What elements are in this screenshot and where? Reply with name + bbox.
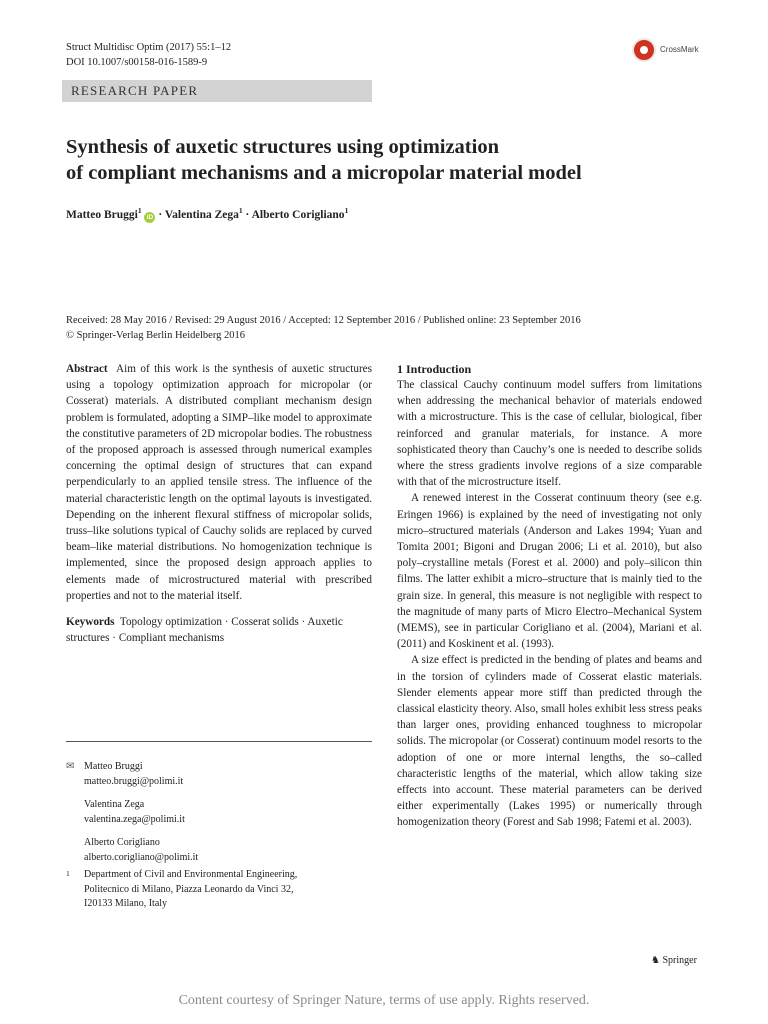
paper-type-label: RESEARCH PAPER <box>71 83 199 98</box>
abstract-text: Aim of this work is the synthesis of auxetic structures using a topology optimization approach for micropolar (or Cosserat) materials. A distributed compliant mechanism design problem is formulated, adopting a SIMP–like model to approximate the constitutive parameters of 2D micropolar bodies. The robustness of the proposed approach is assessed through numerical examples concerning the optimal design of structures that can expand perpendicularly to an applied tensile stress. The influence of the material characteristic length on the optimal layouts is investigated. Depending on the inherent flexural stiffness of micropolar solids, truss–like solutions typical of Cauchy solids are replaced by curved beam–like material distributions. No homogenization technique is implemented, since the proposed design approach applies to elements made of microstructured material with prescribed properties and not to the material itself. <box>66 363 372 602</box>
crossmark-badge[interactable] <box>632 38 706 66</box>
left-column <box>66 361 372 646</box>
affiliation-line: Department of Civil and Environmental Engineering, <box>84 869 298 880</box>
journal-citation: Struct Multidisc Optim (2017) 55:1–12 <box>66 42 232 53</box>
footnote-divider <box>66 741 372 742</box>
journal-header <box>66 40 231 70</box>
contact-name: Alberto Corigliano <box>84 837 160 848</box>
author-name[interactable]: Alberto Corigliano <box>251 208 345 221</box>
contact-email[interactable]: alberto.corigliano@polimi.it <box>84 851 199 863</box>
doi[interactable]: DOI 10.1007/s00158-016-1589-9 <box>66 57 208 68</box>
abstract <box>66 361 372 604</box>
orcid-icon[interactable]: iD <box>144 212 155 223</box>
section-heading: 1 Introduction <box>397 362 472 376</box>
author-affil-sup: 1 <box>238 206 243 215</box>
intro-paragraph-1: The classical Cauchy continuum model suffers from limitations when addressing the mechanical behavior of materials endowed with a microstructure. This is the case of cellular, biological, fiber reinforced and granular materials, for instance. A more sophisticated theory than Cauchy’s one is needed to describe solids where the stress gradients involve regions of a size comparable with that of the microstructure itself. <box>397 379 702 489</box>
right-column <box>397 361 702 831</box>
intro-paragraph-3: A size effect is predicted in the bending of plates and beams and in the torsion of cylinders made of Cosserat elastic materials. Slender elements appear more stiff than predicted through the classical elasticity theory. Also, small holes exhibit less stress peaks than larger ones, providing enhanced toughness to micropolar solids. The micropolar (or Cosserat) continuum model resorts to the adoption of one or more internal lengths, the so–called characteristic lengths of the material, which allow taking size effects into account. These material parameters can be derived either experimentally (Lakes 1995) or numerically through homogenization theory (Forest and Sab 1998; Fatemi et al. 2003). <box>397 654 702 829</box>
contact-email[interactable]: matteo.bruggi@polimi.it <box>84 775 184 787</box>
affiliation-block <box>84 868 297 912</box>
footer-notice: Content courtesy of Springer Nature, terms of use apply. Rights reserved. <box>178 993 590 1008</box>
copyright-line: © Springer-Verlag Berlin Heidelberg 2016 <box>66 330 246 341</box>
keywords-label: Keywords <box>66 616 115 629</box>
contact-name: Valentina Zega <box>84 799 145 810</box>
title-line-2: of compliant mechanisms and a micropolar material model <box>66 162 582 184</box>
springer-logo <box>651 955 697 966</box>
author-name[interactable]: Matteo Bruggi <box>66 208 138 221</box>
author-affil-sup: 1 <box>344 206 349 215</box>
author-separator: · <box>245 208 250 221</box>
contact-email[interactable]: valentina.zega@polimi.it <box>84 813 185 825</box>
title-line-1: Synthesis of auxetic structures using optimization <box>66 136 499 158</box>
author-name[interactable]: Valentina Zega <box>164 208 239 221</box>
contact-block <box>84 760 198 865</box>
affiliation-line: Politecnico di Milano, Piazza Leonardo da Vinci 32, <box>84 883 294 895</box>
publication-history <box>66 313 581 343</box>
keywords-text: Topology optimization · Cosserat solids · Auxetic structures · Compliant mechanisms <box>66 616 343 645</box>
affiliation-number: 1 <box>66 869 70 878</box>
author-affil-sup: 1 <box>137 206 142 215</box>
springer-label: Springer <box>662 955 697 966</box>
envelope-icon: ✉ <box>66 761 75 772</box>
paper-title <box>66 134 706 186</box>
affiliation-line: I20133 Milano, Italy <box>84 898 168 909</box>
crossmark-icon <box>632 38 656 62</box>
dates-line: Received: 28 May 2016 / Revised: 29 August 2016 / Accepted: 12 September 2016 / Published online: 23 September 2016 <box>66 315 581 326</box>
keywords <box>66 614 372 646</box>
crossmark-label: CrossMark <box>660 45 699 54</box>
paper-type-bar <box>62 80 372 102</box>
intro-paragraph-2: A renewed interest in the Cosserat continuum theory (see e.g. Eringen 1966) is explained by the need of investigating not only micro–structured materials (Anderson and Lakes 1994; Yuan and Tomita 2001; Bigoni and Drugan 2006; Li et al. 2010), but also poly–crystalline metals (Forest et al. 2000) and poly–silicon thin films. The latter exhibit a micro–structure that is mainly tied to the grain size. In general, this measure is not negligible with respect to the magnitude of many parts of Micro Electro–Mechanical System (MEMS), see in particular Corigliano et al. (2004), Mariani et al. (2011) and Koskinent et al. (1993). <box>397 492 702 651</box>
contact-name: Matteo Bruggi <box>84 761 143 772</box>
author-separator: · <box>158 208 163 221</box>
abstract-label: Abstract <box>66 363 108 375</box>
author-list <box>66 206 348 223</box>
springer-horse-icon: ♞ <box>651 955 660 966</box>
